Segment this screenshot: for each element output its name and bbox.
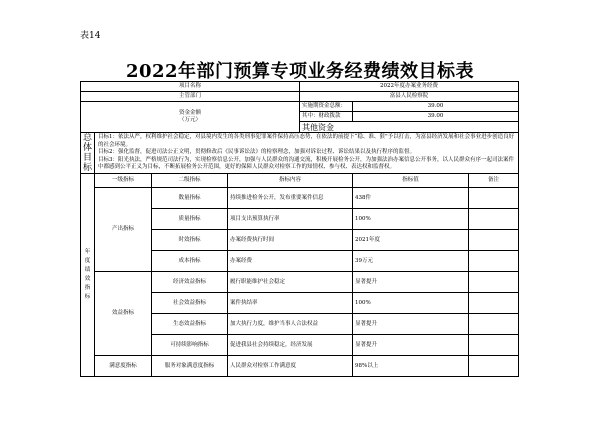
value-cell: 438件 [353,188,469,209]
header-note: 备注 [469,174,519,188]
content-cell: 办案经费 [228,251,353,272]
project-row [81,82,519,92]
group-satisfaction: 满意度指标 [95,356,152,377]
funds-fiscal-label: 其中：财政拨款 [300,112,353,122]
note-cell [469,188,519,209]
note-cell [469,230,519,251]
note-cell [469,314,519,335]
value-cell: 98%以上 [353,356,469,377]
content-cell: 项目支出预算执行率 [228,209,353,230]
value-cell: 39万元 [353,251,469,272]
note-cell [469,293,519,314]
dept-row [81,92,519,102]
annual-label-char: 效 [84,276,91,282]
goal-heading-char: 目 [82,153,92,163]
level2-cell: 社会效益指标 [152,293,228,314]
table-row [81,356,519,377]
note-cell [469,335,519,356]
value-cell: 显著提升 [353,335,469,356]
header-level1: 一级指标 [95,174,152,188]
level2-cell: 数量指标 [152,188,228,209]
project-value: 2022年度办案业务经费 [300,82,519,92]
annual-label-char: 标 [84,294,91,300]
level2-cell: 成本指标 [152,251,228,272]
annual-label-char: 年 [84,249,91,255]
funds-total-label: 实施期资金总额： [300,102,353,112]
goal-heading-char: 标 [82,163,92,173]
table-row [81,272,519,293]
annual-indicator-label [81,174,95,377]
content-cell: 办案经费执行时间 [228,230,353,251]
dept-label: 主管部门 [81,92,300,102]
goal-line: 目标2：强化监督，促进司法公正文明，贯彻修改后《民事诉讼法》的检察理念，加强对诉讼过程、诉讼结果以及执行程序的监督。 [98,149,416,156]
indicator-header-row [81,174,519,188]
note-cell [469,356,519,377]
goal-line: 目标3：阳光执法，严格规范司法行为，实现检察信息公开，加强与人民群众的沟通交流，积极开展检务公开，为加强法治办案信息公开事务，以人民群众有序一起司法案件中都感到公平正义为目标，不断拓展检务公开范围，更好的保障人民群众对检察工作的知情权、参与权、表达权和监督权。 [98,156,515,171]
funds-label-line1: 资金金额 [179,110,202,116]
content-cell: 人民群众对检察工作满意度 [228,356,353,377]
project-label: 项目名称 [81,82,300,92]
goal-line: 目标1：依法从严，权利维护社会稳定，对县境内发生的各类刑事犯罪案件保持高压态势，在依法的前提下“稳、准、狠”予以打击，为富县经济发展和社会事业进步创造良好的社会环境。 [98,134,515,148]
goal-row [81,133,519,174]
note-cell [469,272,519,293]
funds-total-row [81,102,519,112]
annual-label-char: 指 [84,285,91,291]
header-content: 指标内容 [228,174,353,188]
value-cell: 100% [353,209,469,230]
content-cell: 促进我县社会持续稳定，经济发展 [228,335,353,356]
table-row [81,188,519,209]
level2-cell: 质量指标 [152,209,228,230]
note-cell [469,209,519,230]
content-cell: 加大执行力度，维护当事人合法权益 [228,314,353,335]
value-cell: 2021年度 [353,230,469,251]
goal-heading-char: 总 [82,133,92,143]
header-value: 指标值 [353,174,469,188]
goal-heading-char: 体 [82,143,92,153]
page-title: 2022年部门预算专项业务经费绩效目标表 [125,61,475,82]
content-cell: 履行职能维护社会稳定 [228,272,353,293]
value-cell: 显著提升 [353,314,469,335]
level2-cell: 服务对象满意度指标 [152,356,228,377]
value-cell: 100% [353,293,469,314]
note-cell [469,251,519,272]
goal-heading [81,133,95,174]
dept-value: 富县人民检察院 [300,92,519,102]
header-level2: 二级指标 [152,174,228,188]
funds-fiscal-value: 39.00 [353,112,519,122]
level2-cell: 时效指标 [152,230,228,251]
performance-table [80,81,519,377]
content-cell: 案件执结率 [228,293,353,314]
value-cell: 显著提升 [353,272,469,293]
group-output: 产出指标 [95,188,152,272]
annual-label-char: 度 [84,258,91,264]
level2-cell: 可持续影响指标 [152,335,228,356]
funds-label [81,102,300,133]
funds-total-value: 39.00 [353,102,519,112]
content-cell: 持续推进检务公开，发布重要案件信息 [228,188,353,209]
level2-cell: 经济效益指标 [152,272,228,293]
table-number: 表14 [80,31,101,41]
group-effect: 效益指标 [95,272,152,356]
funds-label-line2: （万元） [179,117,202,123]
annual-label-char: 绩 [84,267,91,273]
funds-other-label: 其他资金 [300,122,519,133]
level2-cell: 生态效益指标 [152,314,228,335]
goal-text [95,133,519,174]
